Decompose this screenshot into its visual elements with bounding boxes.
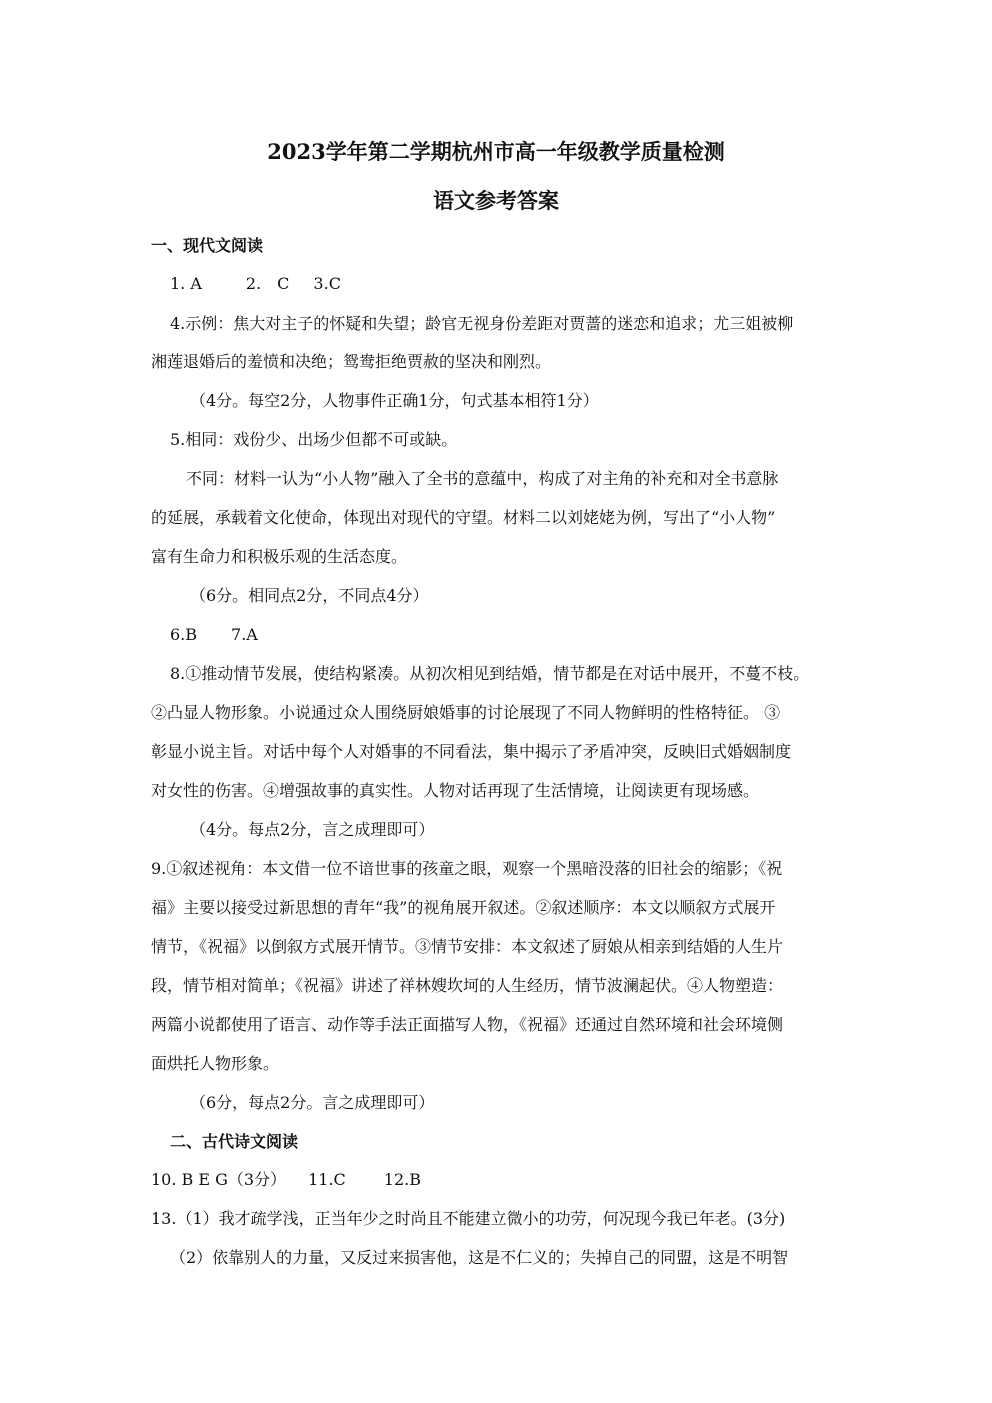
section-heading-modern-reading: 一、现代文阅读 (151, 236, 264, 255)
section-heading-classical-reading: 二、古代诗文阅读 (170, 1132, 299, 1151)
page-title: 2023学年第二学期杭州市高一年级教学质量检测 (267, 139, 725, 164)
answer-row-10-12 (151, 1168, 421, 1192)
answer-q5-line: 的延展，承载着文化使命，体现出对现代的守望。材料二以刘姥姥为例，写出了“小人物” (151, 508, 776, 527)
answer-q13-line: 13.（1）我才疏学浅，正当年少之时尚且不能建立微小的功劳，何况现今我已年老。(3分) (151, 1209, 786, 1228)
answer-q4-line: 4.示例：焦大对主子的怀疑和失望；龄官无视身份差距对贾蔷的迷恋和追求；尤三姐被柳 (170, 314, 794, 333)
answer-q9-line: 福》主要以接受过新思想的青年“我”的视角展开叙述。②叙述顺序：本文以顺叙方式展开 (151, 898, 776, 917)
score-note-q9: （6分，每点2分。言之成理即可） (190, 1093, 435, 1112)
answer-row-1-3 (170, 272, 341, 296)
answer-q2: 2. C (245, 274, 290, 293)
answer-q3: 3.C (313, 274, 341, 293)
answer-q7: 7.A (231, 625, 258, 644)
answer-q1: 1. A (170, 274, 202, 293)
answer-q5-line: 不同：材料一认为“小人物”融入了全书的意蕴中，构成了对主角的补充和对全书意脉 (186, 469, 779, 488)
answer-q9-line: 面烘托人物形象。 (151, 1054, 280, 1073)
score-note-q5: （6分。相同点2分，不同点4分） (190, 586, 429, 605)
answer-q5-line: 5.相同：戏份少、出场少但都不可或缺。 (170, 430, 458, 449)
answer-q9-line: 两篇小说都使用了语言、动作等手法正面描写人物，《祝福》还通过自然环境和社会环境侧 (151, 1015, 784, 1034)
answer-q9-line: 情节，《祝福》以倒叙方式展开情节。③情节安排：本文叙述了厨娘从相亲到结婚的人生片 (151, 937, 784, 956)
answer-row-6-7 (170, 623, 258, 647)
answer-q9-line: 段，情节相对简单；《祝福》讲述了祥林嫂坎坷的人生经历，情节波澜起伏。④人物塑造： (151, 976, 784, 995)
answer-q10: 10. B E G（3分） (151, 1170, 287, 1189)
answer-q8-line: ②凸显人物形象。小说通过众人围绕厨娘婚事的讨论展现了不同人物鲜明的性格特征。 ③ (151, 703, 781, 722)
answer-q8-line: 对女性的伤害。④增强故事的真实性。人物对话再现了生活情境，让阅读更有现场感。 (151, 781, 760, 800)
answer-q11: 11.C (308, 1170, 346, 1189)
answer-q13-line: （2）依靠别人的力量，又反过来损害他，这是不仁义的；失掉自己的同盟，这是不明智 (170, 1248, 789, 1267)
answer-q9-line: 9.①叙述视角：本文借一位不谙世事的孩童之眼，观察一个黑暗没落的旧社会的缩影；《祝 (151, 859, 783, 878)
answer-q12: 12.B (383, 1170, 421, 1189)
page-subtitle: 语文参考答案 (433, 189, 559, 213)
answer-q5-line: 富有生命力和积极乐观的生活态度。 (151, 547, 408, 566)
answer-q6: 6.B (170, 625, 198, 644)
answer-q8-line: 彰显小说主旨。对话中每个人对婚事的不同看法，集中揭示了矛盾冲突，反映旧式婚姻制度 (151, 742, 792, 761)
answer-q8-line: 8.①推动情节发展，使结构紧凑。从初次相见到结婚，情节都是在对话中展开，不蔓不枝。 (170, 664, 810, 683)
answer-q4-line: 湘莲退婚后的羞愤和决绝；鸳鸯拒绝贾赦的坚决和刚烈。 (151, 352, 552, 371)
score-note-q4: （4分。每空2分，人物事件正确1分，句式基本相符1分） (190, 391, 599, 410)
score-note-q8: （4分。每点2分，言之成理即可） (190, 820, 435, 839)
